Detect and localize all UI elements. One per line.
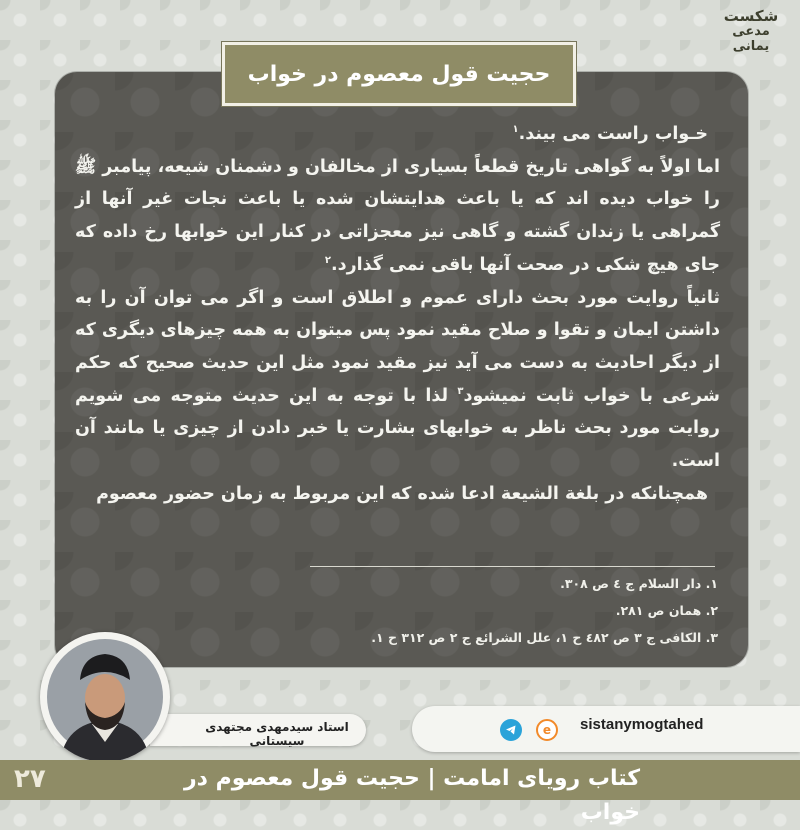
paragraph-1-text: خـواب راست می بیند. <box>518 124 708 144</box>
page-number: ۲۷ <box>14 764 46 794</box>
telegram-icon[interactable] <box>500 719 522 741</box>
page-title: حجیت قول معصوم در خواب <box>247 61 551 87</box>
paragraph-3 <box>75 282 720 478</box>
title-box <box>222 42 576 106</box>
footnote-2: ۲. همان ص ۲۸۱. <box>615 603 718 618</box>
author-avatar <box>40 632 170 762</box>
author-name: استاد سیدمهدی مجتهدی سیستانی <box>205 720 349 748</box>
footnotes <box>250 570 718 651</box>
footnote-ref-3[interactable]: ۳ <box>457 385 464 397</box>
footnote-1: ۱. دار السلام ج ٤ ص ۳۰۸. <box>560 576 718 591</box>
footnote-divider <box>310 566 715 567</box>
social-handle[interactable]: sistanymogtahed <box>580 716 704 733</box>
footnote-3: ۳. الکافی ج ۳ ص ٤۸۲ ح ۱، علل الشرائع ج ۲ ص ۳۱۲ ح ۱. <box>371 630 718 645</box>
paragraph-4: همچنانکه در بلغة الشیعة ادعا شده که این مربوط به زمان حضور معصوم <box>96 483 708 504</box>
footnote-ref-1[interactable]: ۱ <box>512 124 519 136</box>
brand-line-2: مدعی <box>732 24 770 40</box>
book-title: کتاب رویای امامت | حجیت قول معصوم در خواب <box>183 766 640 825</box>
eitaa-icon[interactable]: e <box>536 719 558 741</box>
paragraph-3-text-b: لذا با توجه به این حدیث متوجه می شویم روایت مورد بحث ناظر به خوابهای بشارت یا خبر دادن از چیزی یا مانند آن است. <box>75 385 720 472</box>
paragraph-3-text-a: ثانیاً روایت مورد بحث دارای عموم و اطلاق است و اگر می توان آن را به داشتن ایمان و تقوا و صلاح مقید نمود پس میتوان به همه چیزهای دیگری که از دیگر احادیث به دست می آید نیز مقید نمود مثل این حدیث صحیح که حکم شرعی با خواب ثابت نمیشود <box>75 287 720 406</box>
paragraph-1 <box>75 118 720 151</box>
article-body <box>75 118 720 510</box>
brand-line-1: شکست <box>723 7 779 25</box>
brand-line-3: یمانی <box>732 39 770 55</box>
footnote-ref-2[interactable]: ۲ <box>324 254 331 266</box>
brand-logo <box>716 8 786 55</box>
paragraph-2-text: اما اولاً به گواهی تاریخ قطعاً بسیاری از مخالفان و دشمنان شیعه، پیامبر ﷺ را خواب دیده اند که یا باعث هدایتشان شده یا باعث نجات غیر آنها از گمراهی یا زندان گشته و گاهی نیز معجزاتی در کنار این خوابها رخ داده که جای هیچ شکی در صحت آنها باقی نمی گذارد. <box>75 156 720 275</box>
paragraph-2 <box>75 151 720 282</box>
